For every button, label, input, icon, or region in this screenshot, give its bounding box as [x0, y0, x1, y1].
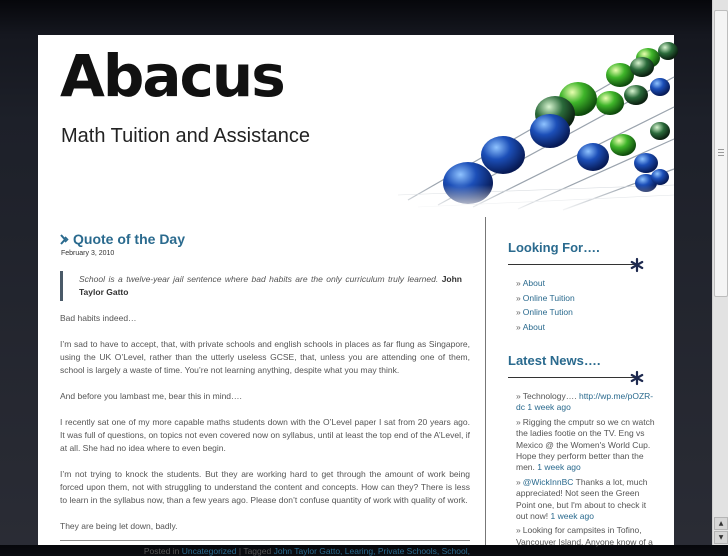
main-content	[60, 231, 470, 556]
news-text: Thanks a lot, much appreciated! Not seen the Green Point one, but I'm about to check it out now!	[516, 476, 648, 522]
news-link[interactable]: http://wp.me/pOZR-dc	[516, 391, 654, 413]
widget-title-looking-for: Looking For….	[508, 240, 600, 255]
quote-author: John Taylor Gatto	[79, 274, 462, 297]
double-chevron-icon	[60, 234, 69, 245]
widget-rule	[508, 371, 658, 383]
news-text: Looking for campsites in Tofino, Vancouver Island. Anyone know of a	[516, 525, 653, 547]
asterisk-flower-icon	[630, 371, 644, 385]
scrollbar-thumb[interactable]	[714, 10, 728, 297]
meta-separator: |	[238, 546, 242, 556]
list-item: » About	[516, 278, 545, 288]
news-item: » Technology…. http://wp.me/pOZR-dc 1 week ago	[516, 391, 654, 413]
header-fade	[38, 185, 674, 213]
post-title-text[interactable]: Quote of the Day	[73, 231, 186, 247]
post-paragraph: I recently sat one of my more capable maths students down with the O’Level paper I sat from 20 years ago. It was full of questions, on topics not even covered now on syllabus, until at least the top end of the A’Level, if at all. She had no idea where to even begin.	[60, 417, 470, 453]
news-item: » @WickInnBC Thanks a lot, much appreciated! Not seen the Green Point one, but I'm about to check it out now! 1 week ago	[516, 476, 648, 522]
news-item: » Looking for campsites in Tofino, Vancouver Island. Anyone know of a	[516, 525, 653, 547]
scroll-down-button[interactable]: ▼	[714, 531, 728, 544]
news-item: » Rigging the cmputr so we cn watch the ladies footie on the TV. Eng vs Mexico @ the Women's World Cup. Hope they perform better than the men. 1 week ago	[516, 416, 655, 473]
sidebar-link-about[interactable]: About	[522, 278, 545, 288]
page-container	[38, 35, 674, 556]
list-item: » Online Tution	[516, 307, 573, 317]
list-item: » About	[516, 321, 545, 332]
tagged-label: Tagged	[243, 546, 272, 556]
post-paragraph: I’m not trying to knock the students. But they are working hard to get through the amount of work being forced upon them, not with struggling to understand the content and concepts. How can they? There is less to learn in the syllabus now, than a few years ago. Please don’t confuse quantity of work with quality of work.	[60, 469, 470, 505]
post-date: February 3, 2010	[61, 250, 115, 257]
sidebar-link-online-tuition[interactable]: Online Tuition	[522, 292, 575, 303]
site-title[interactable]: Abacus	[60, 42, 284, 110]
post-title[interactable]	[60, 231, 470, 247]
post-paragraph: And before you lambast me, bear this in mind….	[60, 391, 242, 401]
tag-links[interactable]: John Taylor Gatto, Learing, Private Schools, School,	[273, 546, 470, 556]
widget-rule	[508, 258, 658, 270]
latest-news-list	[516, 391, 658, 548]
post-paragraph: I’m sad to have to accept, that, with private schools and english schools in places as far flung as Singapore, using the UK O’Level, rather than the utterly useless GCSE, that, unless you are attending one of them, school is largely a waste of time. You’re not learning anything, despite what you may think.	[60, 339, 470, 375]
looking-for-list	[516, 278, 658, 333]
list-item: » Online Tuition	[516, 292, 575, 303]
column-divider	[485, 217, 486, 545]
news-time[interactable]: 1 week ago	[550, 511, 594, 522]
asterisk-flower-icon	[630, 258, 644, 272]
news-time[interactable]: 1 week ago	[537, 462, 581, 473]
widget-title-latest-news: Latest News….	[508, 353, 601, 368]
sidebar-link-about-2[interactable]: About	[522, 321, 545, 332]
post-body	[60, 312, 470, 533]
category-link[interactable]: Uncategorized	[181, 546, 237, 556]
news-mention-link[interactable]: @WickInnBC	[522, 476, 574, 487]
sidebar-link-online-tution[interactable]: Online Tution	[522, 307, 573, 317]
news-time[interactable]: 1 week ago	[527, 402, 571, 413]
news-text: Rigging the cmputr so we cn watch the ladies footie on the TV. Eng vs Mexico @ the Women's World Cup. Hope they perform better than the men.	[516, 416, 655, 473]
scroll-up-button[interactable]: ▲	[714, 517, 728, 530]
post-paragraph: They are being let down, badly.	[60, 521, 178, 531]
post-meta-footer	[60, 540, 470, 556]
site-header	[38, 35, 674, 213]
post-paragraph: Bad habits indeed…	[60, 313, 137, 323]
vertical-scrollbar[interactable]	[712, 0, 728, 545]
sidebar	[508, 240, 658, 551]
news-text: Technology….	[522, 391, 579, 401]
posted-in-label: Posted in	[143, 546, 180, 556]
post-quote	[60, 271, 470, 301]
quote-text: School is a twelve-year jail sentence where bad habits are the only curriculum truly learned.	[79, 274, 439, 284]
site-subtitle: Math Tuition and Assistance	[61, 125, 311, 147]
